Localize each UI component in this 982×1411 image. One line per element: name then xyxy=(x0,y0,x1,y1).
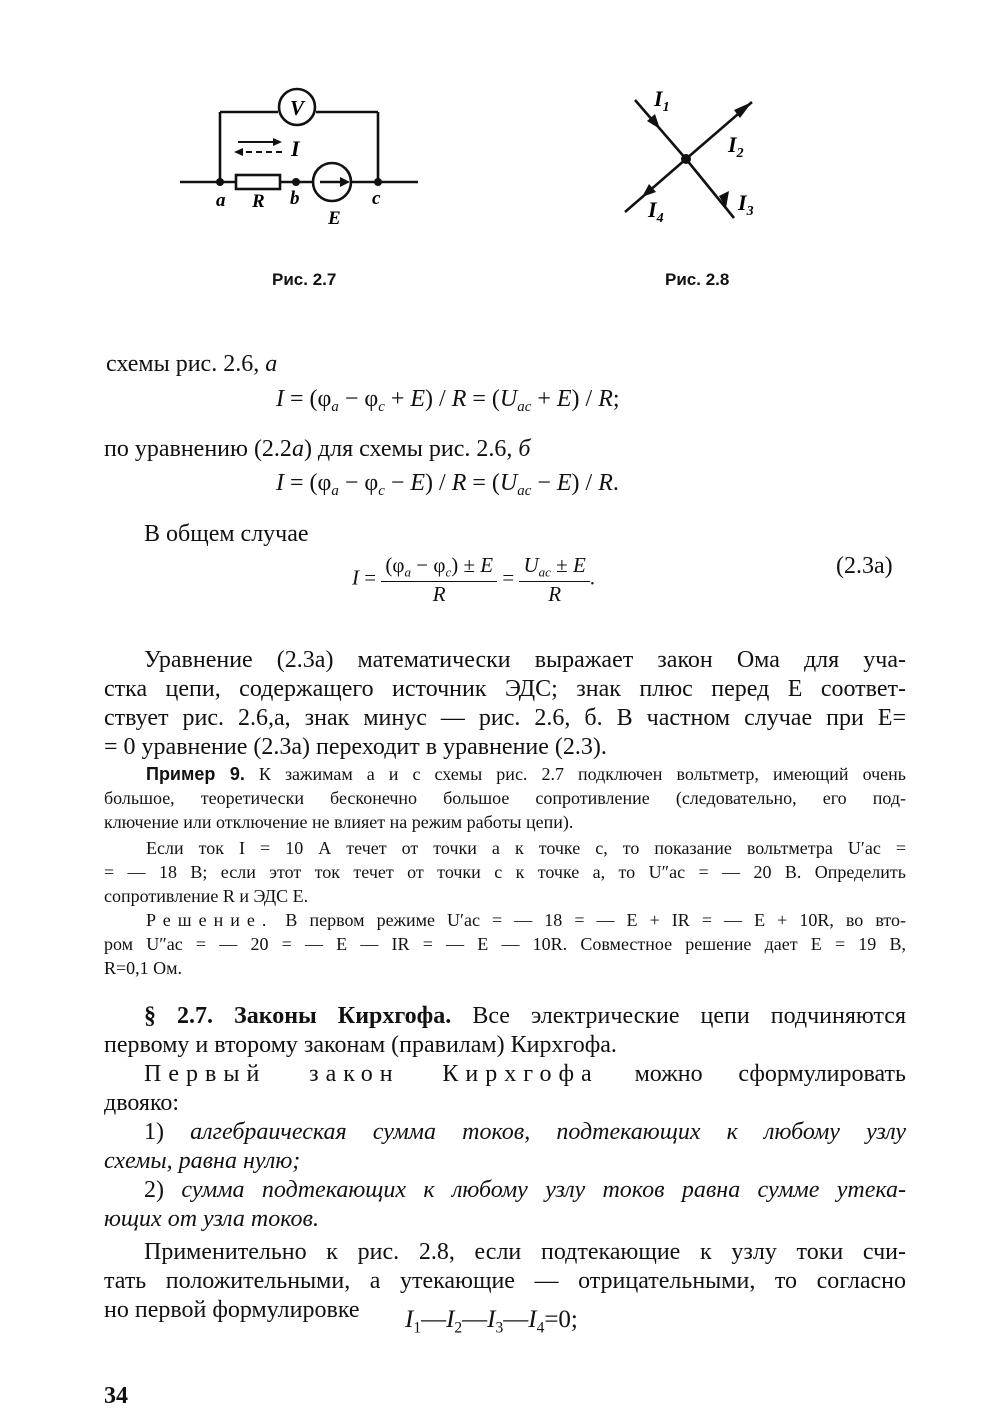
voltmeter-label: V xyxy=(290,96,305,120)
figure-2-7 xyxy=(170,80,430,240)
i2-label: $I_2$ xyxy=(728,132,744,161)
section-block: § 2.7. Законы Кирхгофа. Все электрические цепи подчиняются первому и второму законам (правилам) Кирхгофа. Первый закон Кирхгофа можно сформулировать двояко: 1) алгебраическая сумма токов, подтекающих к любому узлу схемы, равна нулю; 2) сумма подтекающих к любому узлу токов равна сумме утека- ющих от узла токов. Применительно к рис. 2.8, если подтекающие к узлу токи счи- тать положительными, а утекающие — отрицательными, то согласно но первой формулировке xyxy=(104,1003,906,1323)
paragraph-ohm: Уравнение (2.3а) математически выражает закон Ома для уча- стка цепи, содержащего источник ЭДС; знак плюс перед E соответ- ствует рис. 2.6,а, знак минус — рис. 2.6, б. В частном случае при E= = 0 уравнение (2.3а) переходит в уравнение (2.3). xyxy=(104,647,906,760)
equation-kirchhoff-first: $I_1—I_2—I_3—I_4=0$; xyxy=(405,1306,578,1337)
i4-label: $I_4$ xyxy=(648,197,664,226)
resistor-symbol xyxy=(236,175,280,189)
node-b-label: b xyxy=(290,188,300,209)
figure-2-7-caption: Рис. 2.7 xyxy=(272,270,337,289)
node-c-label: c xyxy=(372,188,381,209)
equation-number: (2.3а) xyxy=(836,553,893,579)
source-label: E xyxy=(328,208,341,229)
node-a-label: a xyxy=(216,190,226,211)
text-line: по уравнению (2.2а) для схемы рис. 2.6, б xyxy=(104,436,531,462)
text-line: схемы рис. 2.6, а xyxy=(106,351,278,377)
section-title: § 2.7. Законы Кирхгофа. xyxy=(144,1003,452,1029)
i1-label: $I_1$ xyxy=(654,86,670,115)
figure-2-8-caption: Рис. 2.8 xyxy=(665,270,730,289)
junction-node xyxy=(681,154,691,164)
text-line: В общем случае xyxy=(144,521,309,547)
equation-2-3a: I = $\frac{(\varphi_a - \varphi_c) \pm E}{R}$ = $\frac{U_{ac} \pm E}{R}$ . xyxy=(352,553,596,606)
equation-ohm-b: $I = (\varphi_a - \varphi_c - E) / R = (U_{ac} - E) / R$. xyxy=(276,470,619,500)
current-label: I xyxy=(291,136,300,161)
example-block: Пример 9. К зажимам a и c схемы рис. 2.7 подключен вольтметр, имеющий очень большое, теоретически бесконечно большое сопротивление (следовательно, его под- ключение или отключение не влияет на режим работы цепи). Если ток I = 10 А течет от точки a к точке c, то показание вольтметра U′ac = = — 18 В; если этот ток течет от точки c к точке a, то U″ac = — 20 В. Определить сопротивление R и ЭДС E. Решение. В первом режиме U′ac = — 18 = — E + IR = — E + 10R, во вто- ром U″ac = — 20 = — E — IR = — E — 10R. Совместное решение дает E = 19 В, R=0,1 Ом. xyxy=(104,764,906,978)
equation-ohm-a: $I = (\varphi_a - \varphi_c + E) / R = (U_{ac} + E) / R$; xyxy=(276,386,620,416)
current-i3-line xyxy=(686,159,734,218)
i3-label: $I_3$ xyxy=(738,190,754,219)
figure-2-8 xyxy=(610,80,780,240)
resistor-label: R xyxy=(252,191,265,212)
page-number: 34 xyxy=(104,1383,128,1409)
